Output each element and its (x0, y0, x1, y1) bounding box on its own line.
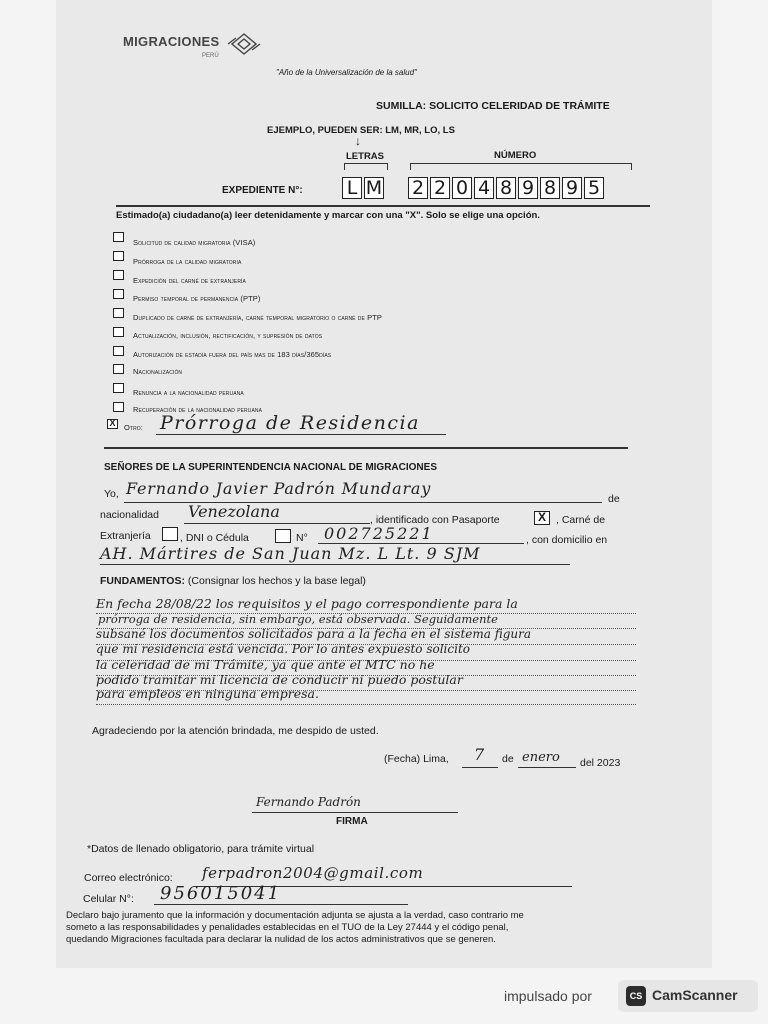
logo-icon (224, 30, 264, 65)
checkbox[interactable] (113, 308, 124, 318)
letter-box: L (342, 177, 362, 199)
de-label: de (608, 493, 620, 505)
extranjeria-label: Extranjería (100, 530, 151, 542)
n-label: N° (296, 532, 308, 544)
dni-label: , DNI o Cédula (180, 532, 249, 544)
domicilio-label: , con domicilio en (526, 534, 608, 546)
camscanner-badge (618, 980, 758, 1012)
option-label: Recuperación de la nacionalidad peruana (133, 405, 263, 414)
fundamentos-line: podido tramitar mi licencia de conducir ni puedo postular (96, 672, 463, 687)
declaracion-line: someto a las responsabilidades y penalidades establecidas en el TUO de la Ley 27444 y el código penal, (66, 922, 509, 933)
option-label: Prórroga de la calidad migratoria (133, 257, 242, 266)
checkbox[interactable] (113, 346, 124, 356)
powered-by: impulsado por (504, 988, 592, 1004)
letras-bracket (344, 163, 388, 170)
checkbox-otro[interactable]: X (107, 419, 118, 429)
divider (116, 205, 650, 207)
digit-box: 8 (540, 177, 560, 199)
declaracion-line: quedando Migraciones facultada para declarar la nulidad de los actos administrativos que se generen. (66, 934, 496, 945)
signature-line (252, 812, 458, 813)
otro-value: Prórroga de Residencia (160, 412, 420, 434)
correo-label: Correo electrónico: (84, 872, 173, 884)
divider (104, 447, 628, 449)
checkbox[interactable] (113, 232, 124, 242)
doc-number: 002725221 (324, 524, 434, 543)
footer (0, 968, 768, 1024)
correo-value: ferpadron2004@gmail.com (202, 864, 424, 882)
digit-box: 5 (584, 177, 604, 199)
option-label: Actualización, inclusión, rectificación, y supresión de datos (133, 331, 323, 340)
addressee: SEÑORES DE LA SUPERINTENDENCIA NACIONAL DE MIGRACIONES (104, 462, 437, 473)
declaracion-line: Declaro bajo juramento que la información y documentación adjunta se ajusta a la verdad, caso contrario me (66, 910, 524, 921)
numero-bracket (410, 163, 632, 170)
celular-value: 956015041 (160, 883, 282, 904)
fundamentos-line: que mi residencia está vencida. Por lo antes expuesto solicito (96, 642, 470, 656)
letras-label: LETRAS (346, 151, 384, 162)
otro-label: Otro: (124, 423, 143, 432)
yo-label: Yo, (104, 488, 119, 500)
letter-box: M (365, 177, 383, 199)
motto: "Año de la Universalización de la salud" (276, 68, 417, 77)
logo-text: MIGRACIONES (123, 34, 220, 49)
celular-label: Celular N°: (83, 893, 134, 905)
option-label: Permiso temporal de permanencia (PTP) (133, 294, 261, 303)
fecha-month-line (518, 767, 576, 768)
fundamentos-line: subsané los documentos solicitados para a la fecha en el sistema figura (96, 627, 532, 641)
sumilla: SUMILLA: SOLICITO CELERIDAD DE TRÁMITE (376, 100, 610, 112)
fecha-month: enero (522, 750, 560, 765)
dni-checkbox[interactable] (275, 529, 291, 543)
checkbox[interactable] (113, 327, 124, 337)
fundamentos-heading: FUNDAMENTOS: (Consignar los hechos y la base legal) (100, 575, 366, 587)
checkbox[interactable] (113, 251, 124, 261)
fecha-label: (Fecha) Lima, (384, 753, 449, 765)
digit-box: 9 (518, 177, 538, 199)
agradeciendo: Agradeciendo por la atención brindada, me despido de usted. (92, 725, 379, 737)
nacionalidad-label: nacionalidad (100, 509, 159, 521)
digit-box: 4 (474, 177, 494, 199)
identificado-label: , identificado con Pasaporte (370, 514, 500, 526)
digit-box: 9 (562, 177, 582, 199)
otro-line (156, 434, 446, 435)
checkbox[interactable] (113, 364, 124, 374)
ejemplo: EJEMPLO, PUEDEN SER: LM, MR, LO, LS (267, 125, 455, 136)
obligatorio-note: *Datos de llenado obligatorio, para trámite virtual (87, 843, 315, 855)
checkbox[interactable] (113, 383, 124, 393)
scanned-document (56, 0, 712, 968)
fundamentos-line: la celeridad de mi Trámite, ya que ante el MTC no he (96, 657, 435, 672)
camscanner-icon: CS (626, 986, 646, 1006)
fecha-de: de (502, 753, 514, 765)
camscanner-brand: CamScanner (652, 987, 738, 1003)
fundamentos-line: para empleos en ninguna empresa. (96, 686, 319, 701)
option-label: Solicitud de calidad migratoria (VISA) (133, 238, 256, 247)
firma-label: FIRMA (336, 816, 368, 827)
arrow-icon: ↓ (355, 134, 361, 148)
checkbox[interactable] (113, 270, 124, 280)
option-label: Nacionalización (133, 367, 183, 376)
checkbox[interactable] (113, 402, 124, 412)
option-label: Autorización de estadía fuera del país mas de 183 días/365días (133, 350, 332, 359)
celular-line (154, 904, 408, 905)
expediente-label: EXPEDIENTE N°: (222, 185, 303, 196)
name-value: Fernando Javier Padrón Mundaray (126, 479, 432, 498)
pasaporte-checkbox[interactable]: X (534, 511, 550, 525)
digit-box: 2 (430, 177, 450, 199)
digit-box: 8 (496, 177, 516, 199)
numero-label: NÚMERO (494, 150, 537, 161)
digit-box: 0 (452, 177, 472, 199)
fecha-day: 7 (474, 745, 485, 764)
address-value: AH. Mártires de San Juan Mz. L Lt. 9 SJM (100, 544, 481, 563)
fecha-day-line (462, 767, 498, 768)
extranjeria-checkbox[interactable] (162, 527, 178, 541)
fundamentos-line: En fecha 28/08/22 los requisitos y el pago correspondiente para la (96, 596, 518, 611)
instruction: Estimado(a) ciudadano(a) leer detenidamente y marcar con una "X". Solo se elige una opción. (116, 210, 540, 221)
fecha-year: del 2023 (580, 757, 621, 769)
option-label: Duplicado de carné de extranjería, carné temporal migratorio o carné de PTP (133, 313, 383, 322)
dotted-line (96, 704, 636, 705)
option-label: Expedición del carné de extranjería (133, 276, 246, 285)
fundamentos-line: prórroga de residencia, sin embargo, está observada. Seguidamente (98, 612, 498, 626)
digit-box: 2 (408, 177, 428, 199)
nacionalidad-value: Venezolana (188, 502, 280, 521)
checkbox[interactable] (113, 289, 124, 299)
carne-label: , Carné de (556, 514, 606, 526)
signature: Fernando Padrón (256, 795, 361, 809)
logo-sub: PERÚ (202, 53, 219, 59)
address-line (100, 564, 570, 565)
option-label: Renuncia a la nacionalidad peruana (133, 388, 244, 397)
